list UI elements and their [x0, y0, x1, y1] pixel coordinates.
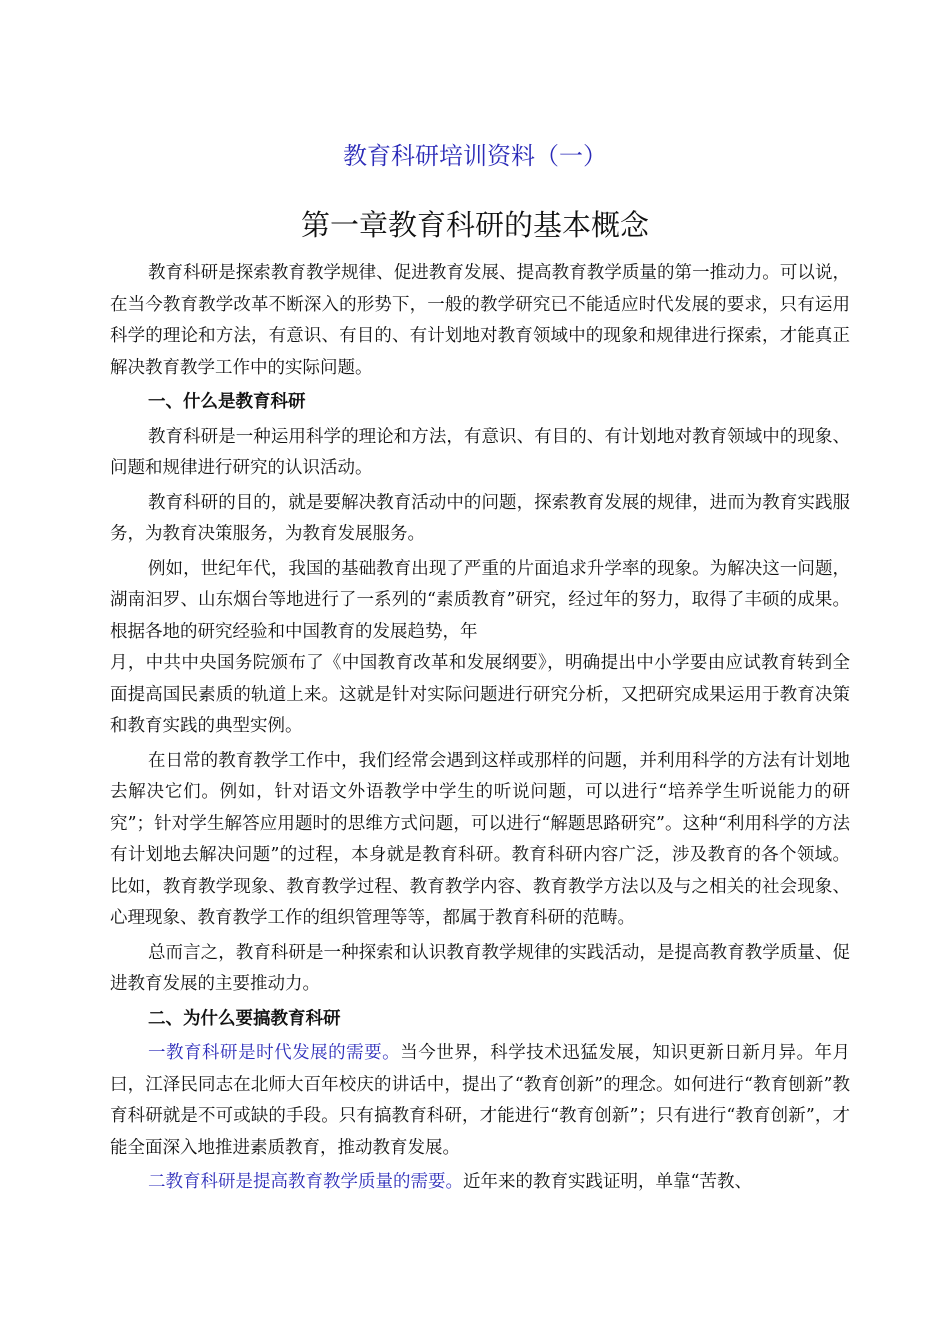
reason-1-text: 当今世界，科学技术迅猛发展，知识更新日新月异。年月曰，江泽民同志在北师大百年校庆的讲话中，提出了“教育创新”的理念。如何进行“教育刨新”教育科研就是不可或缺的手段。只有搞教育科研，才能进行“教育创新”；只有进行“教育创新”，才能全面深入地推进素质教育，推动教育发展。	[110, 1043, 851, 1158]
paragraph-example-continued	[110, 648, 850, 743]
reason-1-lead: 一教育科研是时代发展的需要。	[148, 1043, 401, 1063]
document-body	[110, 258, 850, 1202]
section-heading-what-is: 一、什么是教育科研	[148, 392, 306, 412]
paragraph-reason-1	[110, 1038, 850, 1164]
paragraph-example-part1: 例如，世纪年代，我国的基础教育出现了严重的片面追求升学率的现象。为解决这一问题，湖南汩罗、山东烟台等地进行了一系列的“素质教育”研究，经过年的努力，取得了丰硕的成果。根据各地的研究经验和中国教育的发展趋势，年	[110, 558, 850, 642]
paragraph-example-part2: 月，中共中央国务院颁布了《中国教育改革和发展纲要》，明确提出中小学要由应试教育转到全面提高国民素质的轨道上来。这就是针对实际问题进行研究分析，又把研究成果运用于教育决策和教育实践的典型实例。	[110, 653, 850, 736]
reason-2-text: 近年来的教育实践证明，单靠“苦教、	[463, 1172, 752, 1192]
intro-paragraph: 教育科研是探索教育教学规律、促进教育发展、提高教育教学质量的第一推动力。可以说，在当今教育教学改革不断深入的形势下，一般的教学研究已不能适应时代发展的要求，只有运用科学的理论和方法，有意识、有目的、有计划地对教育领域中的现象和规律进行探索，才能真正解决教育教学工作中的实际问题。	[110, 263, 850, 378]
paragraph-reason-2	[110, 1167, 850, 1199]
paragraph-summary: 总而言之，教育科研是一种探索和认识教育教学规律的实践活动，是提高教育教学质量、促进教育发展的主要推动力。	[110, 942, 850, 994]
paragraph-daily-work: 在日常的教育教学工作中，我们经常会遇到这样或那样的问题，并利用科学的方法有计划地去解决它们。例如，针对语文外语教学中学生的听说问题，可以进行“培养学生听说能力的研究”；针对学生解答应用题时的思维方式问题，可以进行“解题思路研究”。这种“利用科学的方法有计划地去解决问题”的过程，本身就是教育科研。教育科研内容广泛，涉及教育的各个领域。比如，教育教学现象、教育教学过程、教育教学内容、教育教学方法以及与之相关的社会现象、心理现象、教育教学工作的组织管理等等，都属于教育科研的范畴。	[110, 750, 850, 928]
reason-2-lead: 二教育科研是提高教育教学质量的需要。	[148, 1172, 463, 1192]
chapter-title: 第一章教育科研的基本概念	[300, 208, 649, 242]
document-title: 教育科研培训资料（一）	[343, 142, 607, 170]
paragraph-purpose: 教育科研的目的，就是要解决教育活动中的问题，探索教育发展的规律，进而为教育实践服务，为教育决策服务，为教育发展服务。	[110, 492, 850, 544]
section-heading-why: 二、为什么要搞教育科研	[148, 1008, 341, 1029]
paragraph-definition: 教育科研是一种运用科学的理论和方法，有意识、有目的、有计划地对教育领域中的现象、问题和规律进行研究的认识活动。	[110, 426, 850, 478]
paragraph-example	[110, 554, 850, 649]
